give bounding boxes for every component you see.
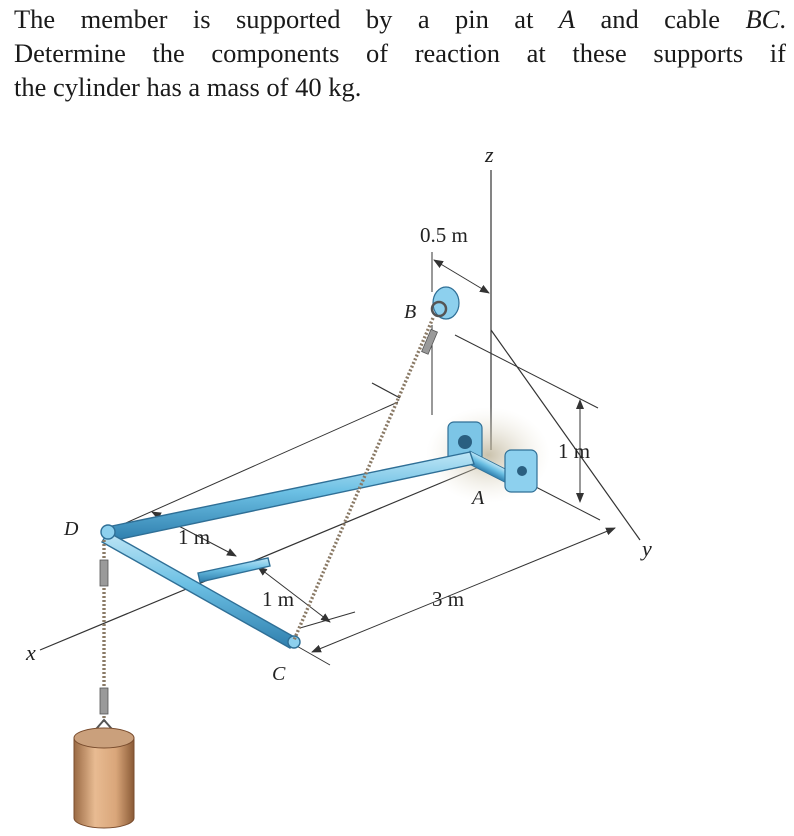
problem-line-1: The member is supported by a pin at A and cable BC. (14, 4, 786, 34)
dim-width-C-label: 1 m (262, 587, 295, 611)
axes (40, 170, 640, 650)
cylinder-body (74, 738, 134, 828)
cylinder (74, 728, 134, 828)
dim-height-ext-bottom (532, 485, 600, 520)
point-A-ref: A (558, 4, 576, 34)
eyebolt-B (432, 287, 459, 319)
rod-DA (112, 452, 474, 540)
label-y: y (642, 536, 652, 561)
dim-height-label: 1 m (558, 439, 591, 463)
bearing-hole-back (458, 435, 472, 449)
dim-length-label: 3 m (432, 587, 465, 611)
hanging-sleeve-bottom (100, 688, 108, 714)
joint-D (101, 525, 115, 539)
label-D: D (64, 518, 79, 540)
dim-offset-label: 0.5 m (420, 223, 468, 247)
label-z: z (485, 142, 494, 167)
cable-BC-ref: BC (745, 4, 780, 34)
label-A: A (472, 487, 485, 509)
hidden-x-extension (372, 383, 400, 398)
dim-width-C-ext (300, 612, 355, 628)
hanging-cable (90, 540, 118, 736)
label-x: x (26, 640, 36, 665)
problem-line-3: the cylinder has a mass of 40 kg. (14, 72, 362, 102)
figure-labels (25, 142, 652, 685)
rod-cross (198, 558, 270, 582)
dim-width-D-label: 1 m (178, 525, 211, 549)
cylinder-top (74, 728, 134, 748)
problem-line-2: Determine the components of reaction at these supports if (14, 38, 786, 68)
label-B: B (404, 301, 417, 323)
bearing-hole-front (517, 466, 527, 476)
bearing-A (426, 407, 550, 503)
dim-length-ext-C (295, 645, 330, 665)
member (101, 452, 474, 648)
hanging-sleeve-top (100, 560, 108, 586)
dim-B-to-y (455, 335, 598, 408)
label-C: C (272, 663, 286, 685)
